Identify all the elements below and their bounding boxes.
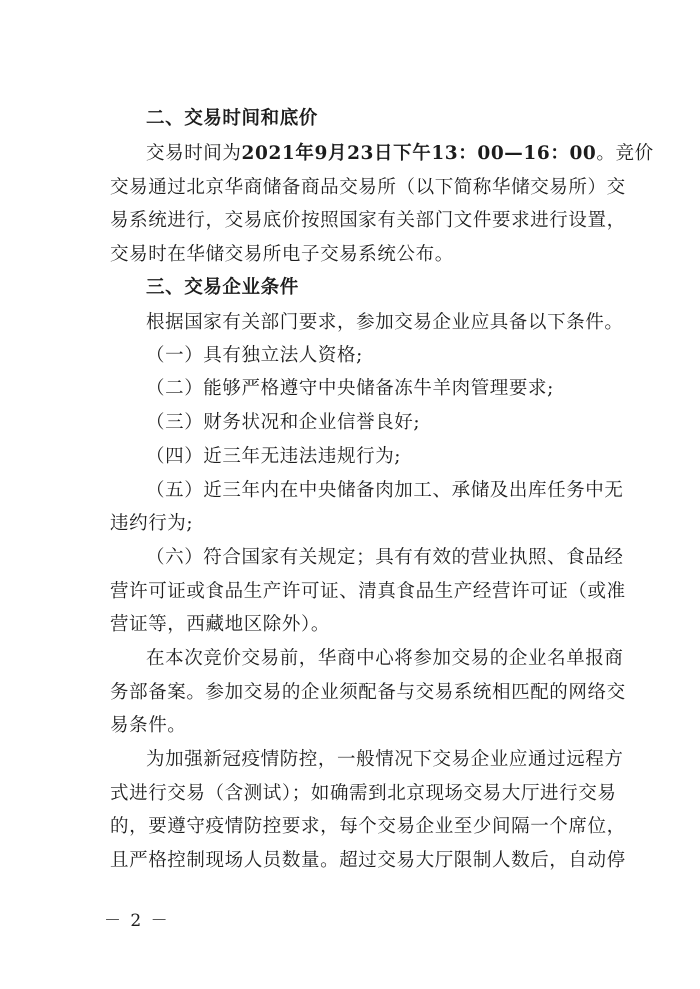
condition-5-line-2: 违约行为; (110, 513, 194, 534)
condition-4: （四）近三年无违法违规行为; (146, 446, 402, 467)
condition-6-line-3: 营证等，西藏地区除外）。 (110, 614, 330, 635)
condition-5-line-1: （五）近三年内在中央储备肉加工、承储及出库任务中无 (146, 480, 624, 501)
condition-2: （二）能够严格遵守中央储备冻牛羊肉管理要求; (146, 378, 554, 399)
paragraph-registration-line-3: 易条件。 (110, 715, 187, 736)
paragraph-trading-time-line-4: 交易时在华储交易所电子交易系统公布。 (110, 244, 454, 265)
paragraph-epidemic-line-4: 且严格控制现场人员数量。超过交易大厅限制人数后，自动停 (110, 850, 626, 871)
paragraph-registration-line-1: 在本次竞价交易前，华商中心将参加交易的企业名单报商 (146, 648, 624, 669)
paragraph-epidemic-line-2: 式进行交易（含测试）；如确需到北京现场交易大厅进行交易 (110, 783, 617, 804)
condition-6-line-1: （六）符合国家有关规定；具有有效的营业执照、食品经 (146, 547, 624, 568)
section-2-heading: 二、交易时间和底价 (146, 108, 318, 129)
condition-1: （一）具有独立法人资格; (146, 345, 363, 366)
paragraph-trading-time-line-3: 易系统进行，交易底价按照国家有关部门文件要求进行设置， (110, 210, 626, 231)
trading-datetime: 2021年9月23日下午13：00—16：00 (241, 143, 597, 164)
paragraph-epidemic-line-1: 为加强新冠疫情防控，一般情况下交易企业应通过远程方 (146, 749, 624, 770)
trading-time-prefix: 交易时间为 (146, 143, 242, 164)
paragraph-trading-time-line-1 (146, 142, 654, 166)
condition-3: （三）财务状况和企业信誉良好; (146, 412, 421, 433)
conditions-intro: 根据国家有关部门要求，参加交易企业应具备以下条件。 (146, 312, 624, 333)
section-3-heading: 三、交易企业条件 (146, 277, 299, 298)
paragraph-trading-time-line-2: 交易通过北京华商储备商品交易所（以下简称华储交易所）交 (110, 177, 626, 198)
condition-6-line-2: 营许可证或食品生产许可证、清真食品生产经营许可证（或准 (110, 581, 626, 602)
paragraph-registration-line-2: 务部备案。参加交易的企业须配备与交易系统相匹配的网络交 (110, 682, 626, 703)
page-number: － 2 － (104, 911, 170, 931)
paragraph-epidemic-line-3: 的，要遵守疫情防控要求，每个交易企业至少间隔一个席位， (110, 816, 626, 837)
trading-time-suffix: 。竞价 (596, 143, 654, 164)
